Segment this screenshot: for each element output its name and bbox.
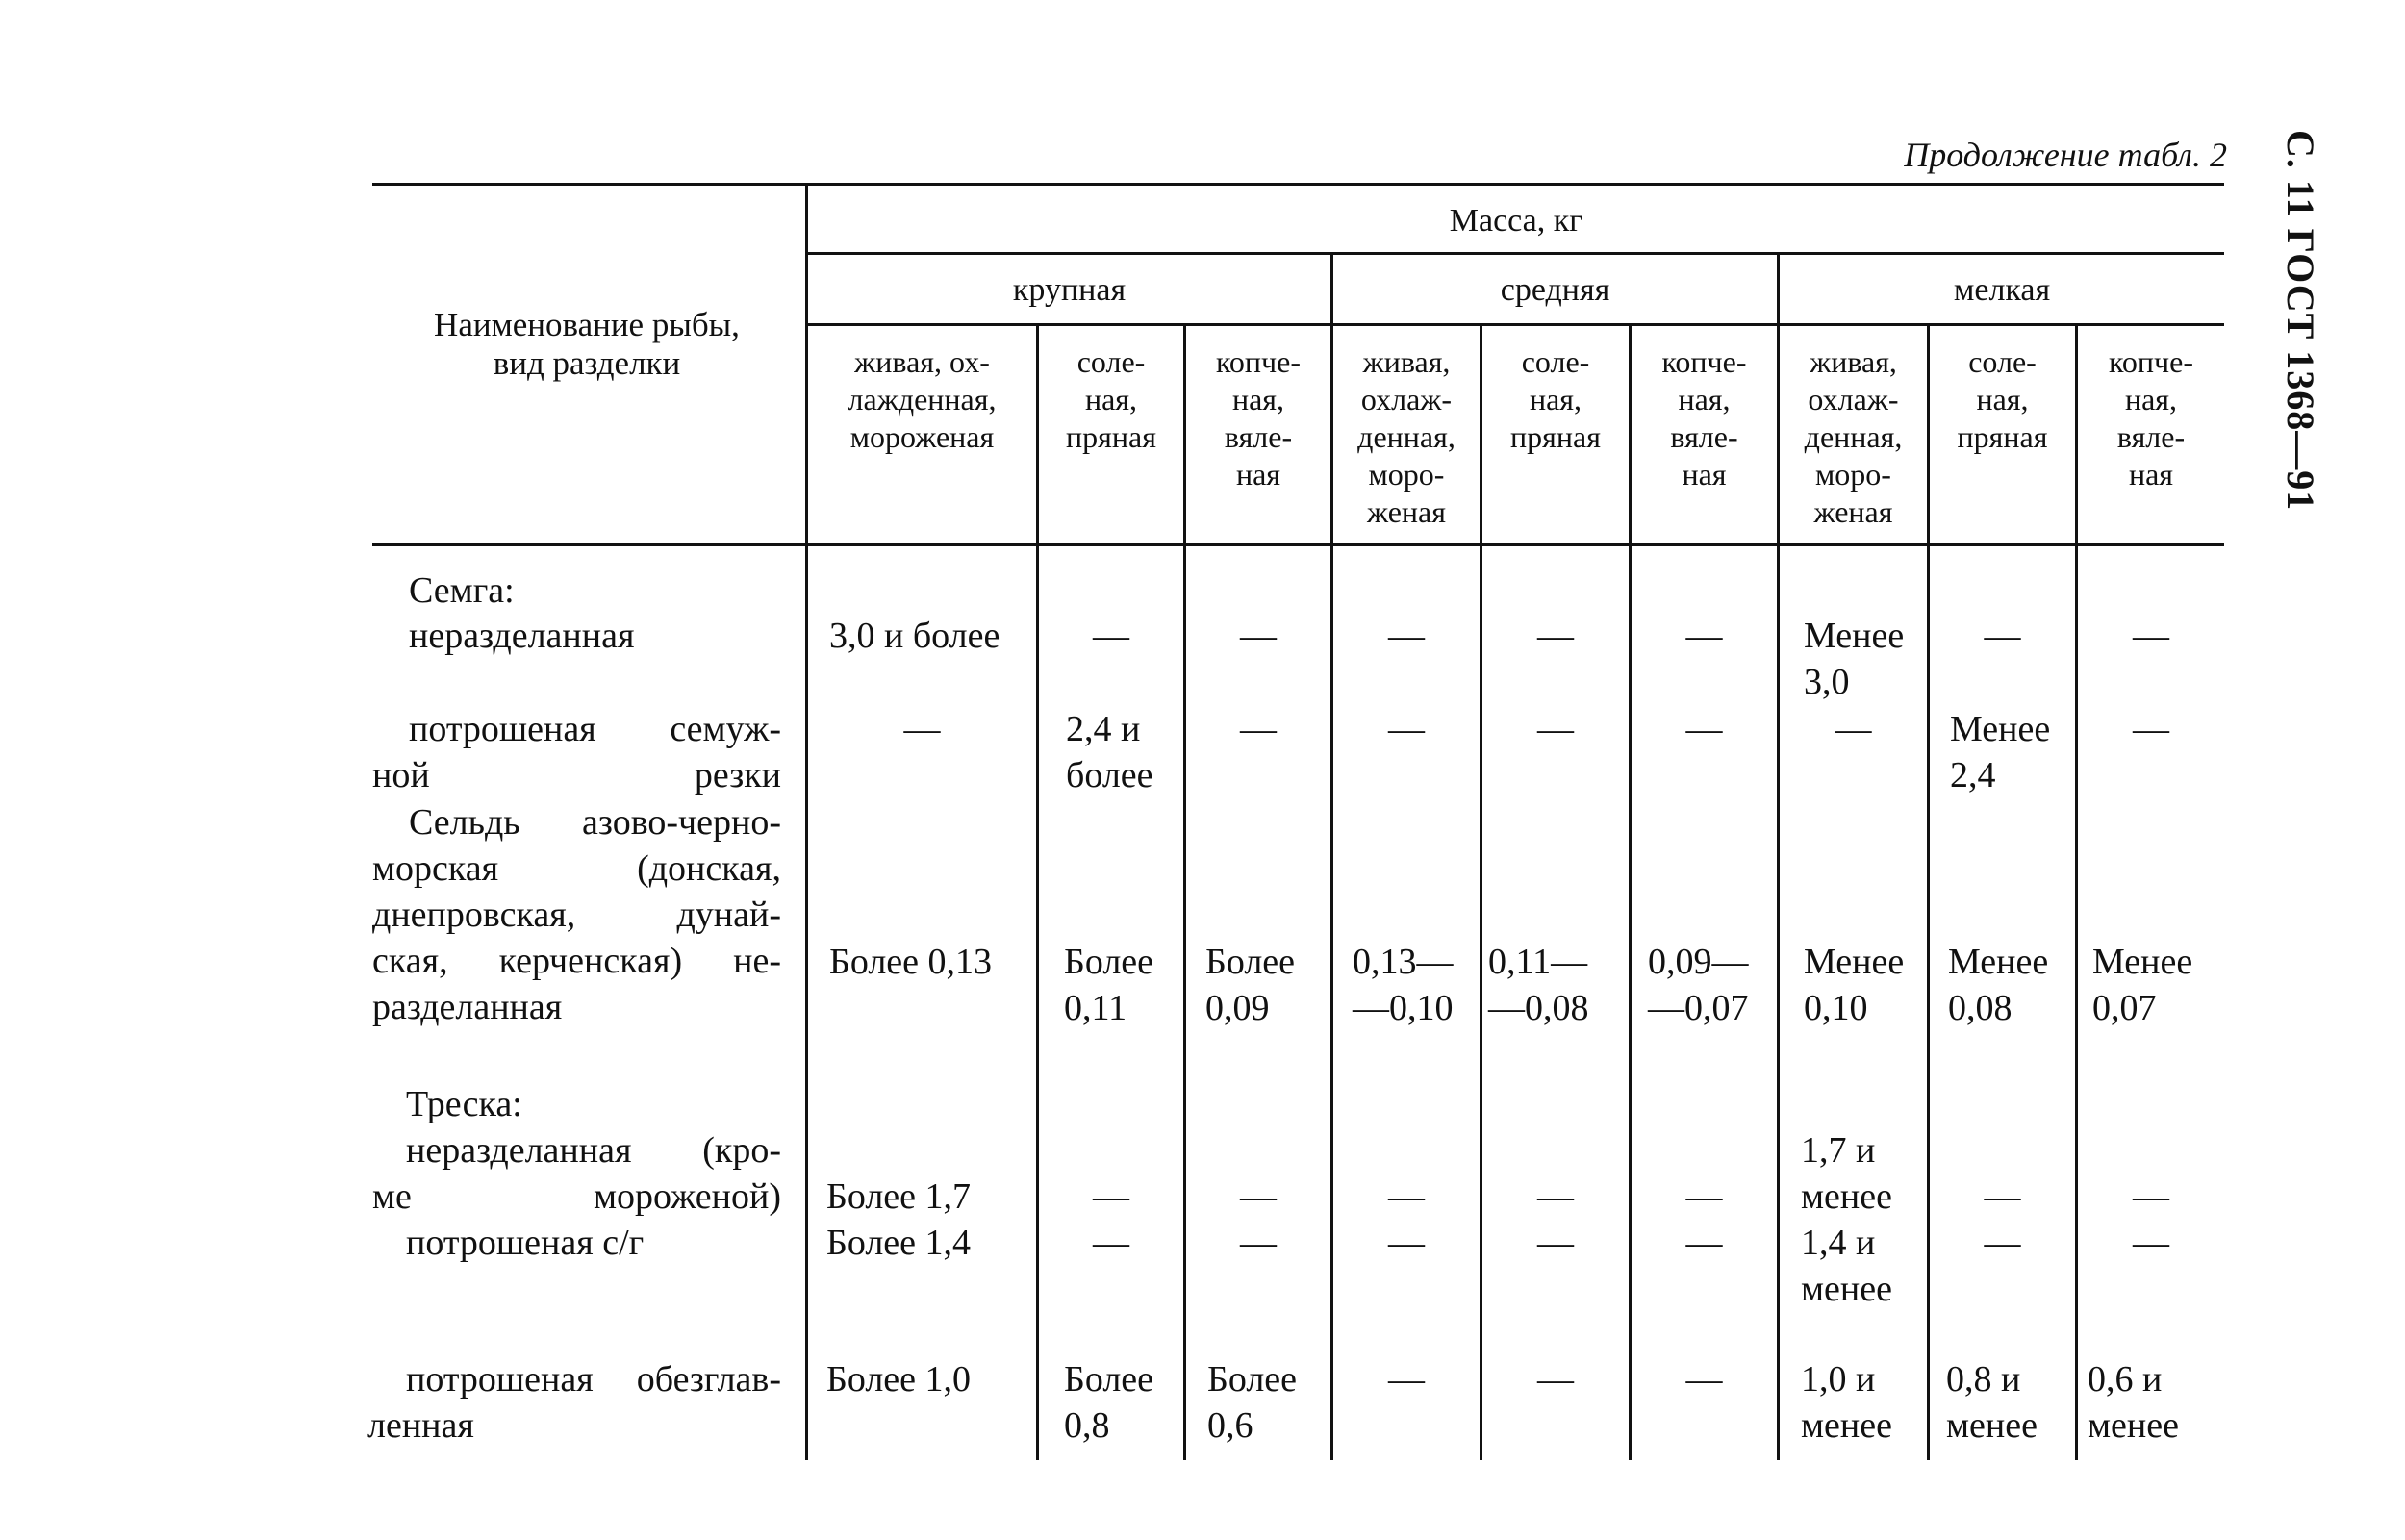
column-rule	[1036, 323, 1039, 1460]
value-cell: —	[903, 709, 941, 749]
value-cell: —	[1537, 709, 1574, 749]
column-header-mass: Масса, кг	[1449, 203, 1583, 239]
value-cell: Менее 2,4	[1950, 709, 2051, 795]
value-cell: 0,11— —0,08	[1488, 942, 1589, 1028]
column-rule	[1183, 323, 1186, 1460]
group-header-rule	[805, 323, 2224, 326]
value-cell: —	[1984, 1176, 2021, 1217]
value-cell: Более 0,11	[1064, 942, 1154, 1028]
value-cell: —	[2133, 616, 2169, 656]
subheader-cell: копче- ная, вяле- ная	[1216, 344, 1301, 492]
column-rule	[1629, 323, 1632, 1460]
fish-group-label: Треска:	[406, 1084, 522, 1124]
value-cell: —	[1537, 1176, 1574, 1217]
value-cell: —	[1388, 616, 1425, 656]
fish-name-cell: потрошеная семуж- ной резки	[372, 709, 781, 795]
value-cell: Более 1,7	[826, 1176, 972, 1217]
group-header-small: мелкая	[1953, 272, 2051, 308]
subheader-cell: копче- ная, вяле- ная	[2109, 344, 2193, 492]
value-cell: Более 0,09	[1205, 942, 1296, 1028]
subheader-cell: соле- ная, пряная	[1957, 344, 2048, 454]
value-cell: —	[1388, 709, 1425, 749]
value-cell: —	[2133, 1176, 2169, 1217]
value-cell: —	[1093, 1223, 1129, 1263]
value-cell: —	[1388, 1223, 1425, 1263]
header-bottom-rule	[372, 543, 2224, 546]
subheader-cell: живая, ох- лажденная, мороженая	[848, 344, 997, 454]
value-cell: 2,4 и более	[1066, 709, 1153, 795]
value-cell: Более 1,4	[826, 1223, 972, 1263]
value-cell: —	[1240, 1176, 1277, 1217]
subheader-cell: копче- ная, вяле- ная	[1661, 344, 1747, 492]
value-cell: Менее 0,10	[1804, 942, 1905, 1028]
value-cell: —	[1835, 709, 1872, 749]
subheader-cell: живая, охлаж- денная, моро- женая	[1804, 344, 1903, 529]
subheader-cell: живая, охлаж- денная, моро- женая	[1357, 344, 1456, 529]
value-cell: Менее 0,08	[1948, 942, 2049, 1028]
value-cell: 0,13— —0,10	[1353, 942, 1454, 1028]
fish-name-cell: неразделанная (кро- ме мороженой)	[372, 1130, 781, 1217]
value-cell: —	[1685, 709, 1723, 749]
column-header-fish-name: Наименование рыбы, вид разделки	[434, 306, 740, 382]
value-cell: —	[1685, 1223, 1723, 1263]
column-rule	[1480, 323, 1482, 1460]
value-cell: —	[1984, 1223, 2021, 1263]
value-cell: —	[1984, 616, 2021, 656]
value-cell: 3,0 и более	[829, 616, 1000, 656]
value-cell: —	[2133, 709, 2169, 749]
value-cell: —	[1240, 1223, 1277, 1263]
value-cell: —	[2133, 1223, 2169, 1263]
value-cell: —	[1537, 1359, 1574, 1400]
fish-name-cell: Сельдь азово-черно- морская (донская, днепровская, дунай- ская, керченская) не- разделанная	[372, 802, 781, 1027]
subheader-cell: соле- ная, пряная	[1510, 344, 1601, 454]
value-cell: —	[1685, 1359, 1723, 1400]
fish-name-cell: потрошеная с/г	[406, 1223, 645, 1263]
value-cell: —	[1388, 1176, 1425, 1217]
table-top-rule	[372, 183, 2224, 186]
value-cell: 0,09— —0,07	[1648, 942, 1749, 1028]
value-cell: —	[1093, 1176, 1129, 1217]
value-cell: —	[1537, 1223, 1574, 1263]
value-cell: —	[1240, 616, 1277, 656]
column-rule	[2075, 323, 2078, 1460]
value-cell: Более 0,13	[829, 942, 993, 982]
value-cell: Более 0,8	[1064, 1359, 1154, 1446]
fish-name-cell: потрошеная обезглав- ленная	[367, 1359, 781, 1446]
column-rule	[1927, 323, 1930, 1460]
value-cell: Менее 0,07	[2092, 942, 2193, 1028]
fish-name-cell: неразделанная	[409, 616, 635, 656]
value-cell: —	[1388, 1359, 1425, 1400]
value-cell: 1,0 и менее	[1801, 1359, 1892, 1446]
group-header-medium: средняя	[1500, 272, 1610, 308]
value-cell: —	[1093, 616, 1129, 656]
value-cell: —	[1537, 616, 1574, 656]
value-cell: 0,6 и менее	[2088, 1359, 2179, 1446]
fish-group-label: Семга:	[409, 570, 515, 611]
value-cell: 1,4 и менее	[1801, 1223, 1892, 1309]
value-cell: —	[1685, 1176, 1723, 1217]
document-side-header: С. 11 ГОСТ 1368—91	[2279, 130, 2322, 512]
value-cell: Более 1,0	[826, 1359, 972, 1400]
value-cell: Менее 3,0	[1804, 616, 1905, 702]
value-cell: —	[1685, 616, 1723, 656]
mass-header-rule	[805, 252, 2224, 255]
value-cell: 1,7 и менее	[1801, 1130, 1892, 1217]
value-cell: —	[1240, 709, 1277, 749]
group-header-large: крупная	[1012, 272, 1127, 308]
value-cell: 0,8 и менее	[1946, 1359, 2038, 1446]
table-continuation-caption: Продолжение табл. 2	[1904, 136, 2227, 174]
value-cell: Более 0,6	[1207, 1359, 1298, 1446]
subheader-cell: соле- ная, пряная	[1066, 344, 1156, 454]
